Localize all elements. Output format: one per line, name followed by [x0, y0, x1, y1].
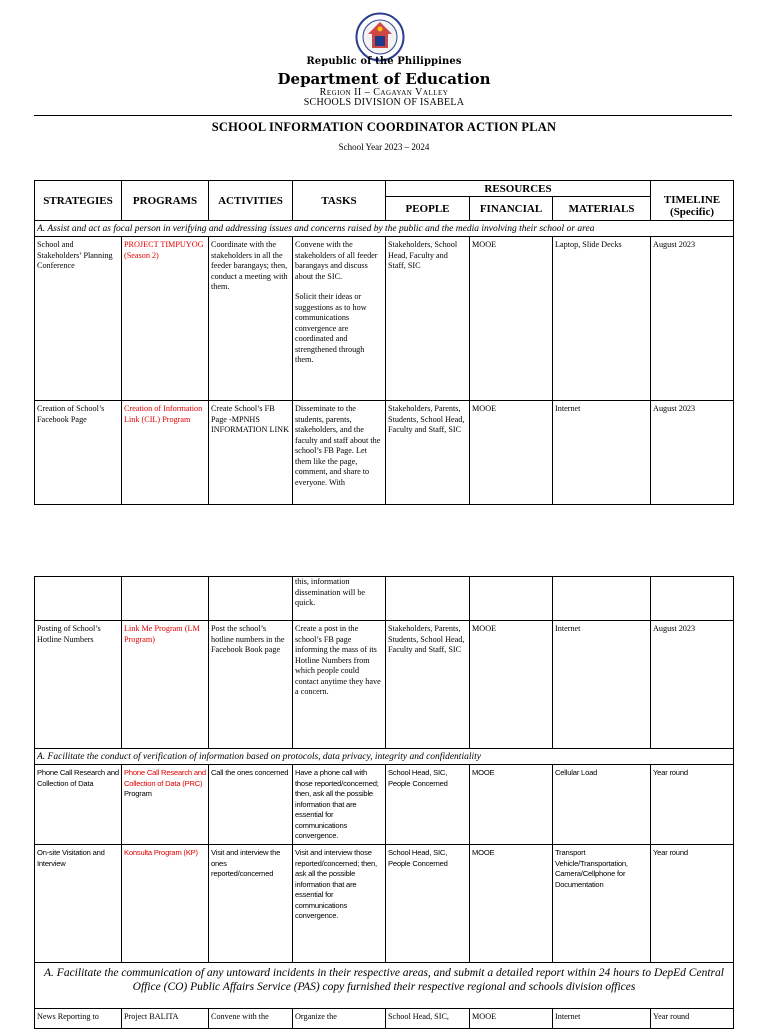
timeline-cell: August 2023 — [651, 401, 734, 505]
task-cell: this, information dissemination will be quick. — [293, 577, 386, 621]
col-financial: FINANCIAL — [470, 197, 553, 221]
action-plan-table-part2 — [34, 576, 734, 1029]
republic-heading: Republic of the Philippines — [306, 56, 462, 67]
strategy-cell: On-site Visitation and Interview — [35, 845, 122, 963]
program-cell: Project BALITA — [122, 1009, 209, 1029]
activity-cell: Convene with the — [209, 1009, 293, 1029]
table-row — [35, 237, 734, 401]
task-paragraph: Convene with the stakeholders of all feeder barangays and discuss about the SIC. — [295, 240, 378, 281]
people-cell: Stakeholders, School Head, Faculty and Staff, SIC — [386, 237, 470, 401]
school-year: School Year 2023 – 2024 — [338, 142, 430, 152]
empty-cell — [651, 577, 734, 621]
materials-cell: Internet — [553, 621, 651, 749]
section-heading-1: A. Assist and act as focal person in verifying and addressing issues and concerns raised by the public and the media involving their school or area — [35, 221, 734, 237]
deped-seal — [355, 12, 405, 62]
materials-cell: Internet — [553, 401, 651, 505]
timeline-cell: Year round — [651, 845, 734, 963]
people-cell: School Head, SIC, People Concerned — [386, 845, 470, 963]
table-row — [35, 621, 734, 749]
header-divider — [34, 115, 732, 116]
task-cell: Disseminate to the students, parents, stakeholders, and the faculty and staff about the school’s FB Page. Let them like the page, comment, and share to everyone. With — [293, 401, 386, 505]
people-cell: Stakeholders, Parents, Students, School Head, Faculty and Staff, SIC — [386, 401, 470, 505]
activity-cell: Create School’s FB Page -MPNHS INFORMATION LINK — [209, 401, 293, 505]
program-cell: PROJECT TIMPUYOG (Season 2) — [122, 237, 209, 401]
program-cell: Link Me Program (LM Program) — [122, 621, 209, 749]
financial-cell: MOOE — [470, 845, 553, 963]
task-cell: Create a post in the school’s FB page informing the mass of its Hotline Numbers from which people could contact anytime they have a concern. — [293, 621, 386, 749]
table-row — [35, 1009, 734, 1029]
action-plan-table-part1 — [34, 180, 734, 505]
activity-cell: Coordinate with the stakeholders in all the feeder barangays; then, conduct a meeting with them. — [209, 237, 293, 401]
program-suffix: Program — [124, 789, 152, 798]
timeline-cell: August 2023 — [651, 621, 734, 749]
financial-cell: MOOE — [470, 1009, 553, 1029]
col-materials: MATERIALS — [553, 197, 651, 221]
materials-cell: Cellular Load — [553, 765, 651, 845]
empty-cell — [122, 577, 209, 621]
table-row — [35, 577, 734, 621]
region-heading: Region II – Cagayan Valley — [319, 87, 449, 98]
strategy-cell: School and Stakeholders’ Planning Conference — [35, 237, 122, 401]
department-heading: Department of Education — [277, 70, 491, 88]
activity-cell: Visit and interview the ones reported/concerned — [209, 845, 293, 963]
task-cell — [293, 237, 386, 401]
task-cell: Have a phone call with those reported/concerned; then, ask all the possible information that are essential for communications convergence. — [293, 765, 386, 845]
strategy-cell: Creation of School’s Facebook Page — [35, 401, 122, 505]
materials-cell: Transport Vehicle/Transportation, Camera/Cellphone for Documentation — [553, 845, 651, 963]
people-cell: School Head, SIC, People Concerned — [386, 765, 470, 845]
materials-cell: Laptop, Slide Decks — [553, 237, 651, 401]
division-heading: SCHOOLS DIVISION OF ISABELA — [303, 97, 465, 108]
empty-cell — [209, 577, 293, 621]
timeline-cell: August 2023 — [651, 237, 734, 401]
col-strategies: STRATEGIES — [35, 181, 122, 221]
col-programs: PROGRAMS — [122, 181, 209, 221]
table-row — [35, 765, 734, 845]
empty-cell — [35, 577, 122, 621]
table-row — [35, 401, 734, 505]
activity-cell: Post the school’s hotline numbers in the Facebook Book page — [209, 621, 293, 749]
empty-cell — [470, 577, 553, 621]
timeline-cell: Year round — [651, 1009, 734, 1029]
activity-cell: Call the ones concerned — [209, 765, 293, 845]
section-heading-2: A. Facilitate the conduct of verification of information based on protocols, data privacy, integrity and confidentiality — [35, 749, 734, 765]
program-name: Phone Call Research and Collection of Data (PRC) — [124, 768, 206, 788]
document-title: SCHOOL INFORMATION COORDINATOR ACTION PLAN — [211, 120, 557, 134]
financial-cell: MOOE — [470, 765, 553, 845]
section-heading-3: A. Facilitate the communication of any untoward incidents in their respective areas, and submit a detailed report within 24 hours to DepEd Central Office (CO) Public Affairs Service (PAS) copy furnished their respective regional and schools division offices — [35, 963, 734, 1009]
col-activities: ACTIVITIES — [209, 181, 293, 221]
financial-cell: MOOE — [470, 237, 553, 401]
people-cell: School Head, SIC, — [386, 1009, 470, 1029]
empty-cell — [386, 577, 470, 621]
program-cell: Creation of Information Link (CIL) Program — [122, 401, 209, 505]
materials-cell: Internet — [553, 1009, 651, 1029]
task-paragraph: Solicit their ideas or suggestions as to how communications convergence are coordinated and strengthened through them. — [295, 292, 367, 364]
col-tasks: TASKS — [293, 181, 386, 221]
timeline-cell: Year round — [651, 765, 734, 845]
strategy-cell: News Reporting to — [35, 1009, 122, 1029]
program-cell — [122, 765, 209, 845]
col-people: PEOPLE — [386, 197, 470, 221]
empty-cell — [553, 577, 651, 621]
col-resources: RESOURCES — [386, 181, 651, 197]
financial-cell: MOOE — [470, 621, 553, 749]
task-cell: Visit and interview those reported/concerned; then, ask all the possible information that are essential for communications convergence. — [293, 845, 386, 963]
strategy-cell: Posting of School’s Hotline Numbers — [35, 621, 122, 749]
strategy-cell: Phone Call Research and Collection of Data — [35, 765, 122, 845]
financial-cell: MOOE — [470, 401, 553, 505]
task-cell: Organize the — [293, 1009, 386, 1029]
col-timeline: TIMELINE (Specific) — [651, 181, 734, 221]
people-cell: Stakeholders, Parents, Students, School Head, Faculty and Staff, SIC — [386, 621, 470, 749]
program-cell: Konsulta Program (KP) — [122, 845, 209, 963]
table-row — [35, 845, 734, 963]
